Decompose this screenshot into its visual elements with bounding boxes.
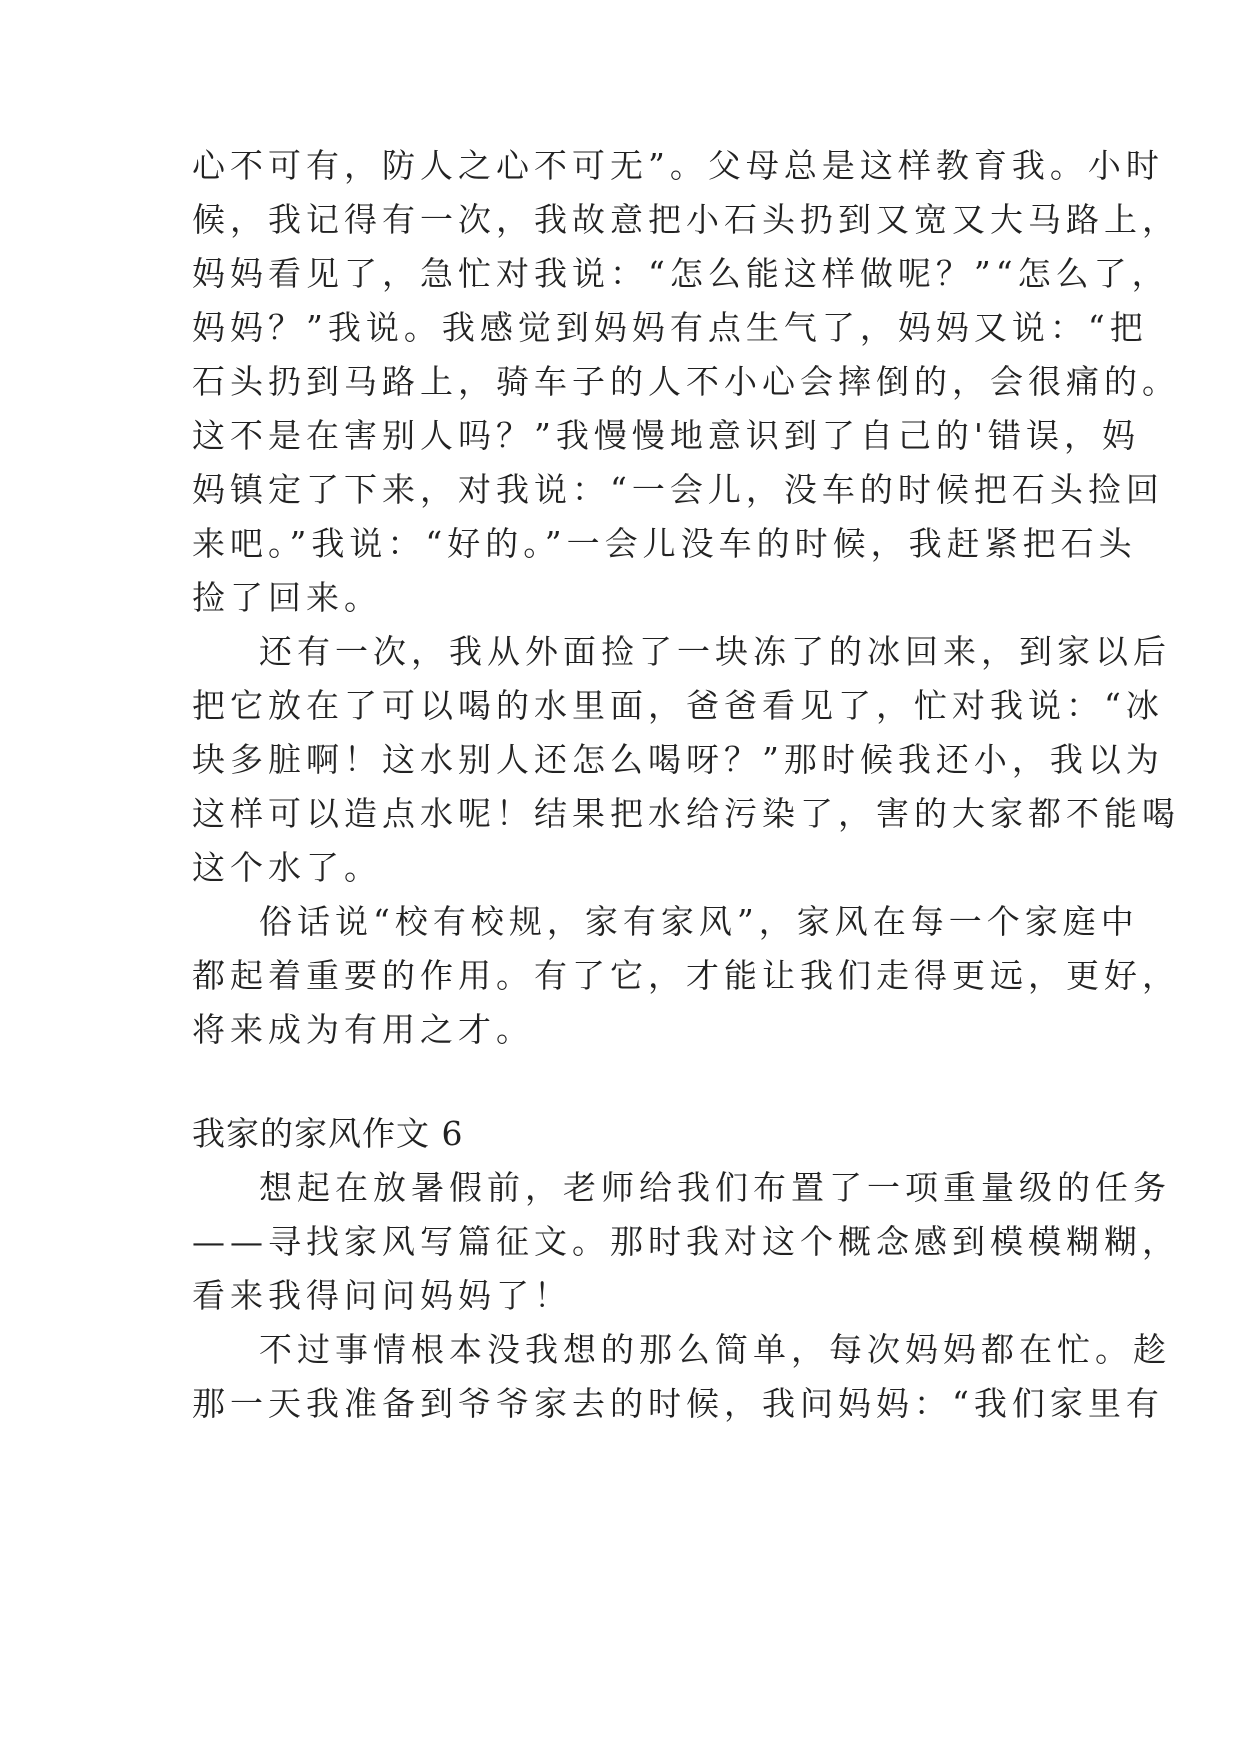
paragraph-3-line-1: 俗话说“校有校规，家有家风”，家风在每一个家庭中	[259, 902, 1139, 941]
section-paragraph-1-line-2: ——寻找家风写篇征文。那时我对这个概念感到模模糊糊，	[192, 1222, 1180, 1261]
paragraph-2-line-2: 把它放在了可以喝的水里面，爸爸看见了，忙对我说：“冰	[192, 686, 1164, 725]
paragraph-1-line-5: 石头扔到马路上，骑车子的人不小心会摔倒的，会很痛的。	[192, 362, 1180, 401]
section-title: 我家的家风作文 6	[192, 1114, 464, 1153]
paragraph-2-line-3: 块多脏啊！这水别人还怎么喝呀？”那时候我还小，我以为	[192, 740, 1164, 779]
section-paragraph-1-line-1: 想起在放暑假前，老师给我们布置了一项重量级的任务	[259, 1168, 1171, 1207]
paragraph-1-line-3: 妈妈看见了，急忙对我说：“怎么能这样做呢？”“怎么了，	[192, 254, 1170, 293]
paragraph-1-line-9: 捡了回来。	[192, 578, 382, 617]
section-paragraph-2-line-2: 那一天我准备到爷爷家去的时候，我问妈妈：“我们家里有	[192, 1384, 1164, 1423]
paragraph-3-line-3: 将来成为有用之才。	[192, 1010, 534, 1049]
paragraph-1-line-4: 妈妈？”我说。我感觉到妈妈有点生气了，妈妈又说：“把	[192, 308, 1148, 347]
paragraph-1-line-2: 候，我记得有一次，我故意把小石头扔到又宽又大马路上，	[192, 200, 1180, 239]
paragraph-2-line-1: 还有一次，我从外面捡了一块冻了的冰回来，到家以后	[259, 632, 1171, 671]
paragraph-1-line-1: 心不可有，防人之心不可无”。父母总是这样教育我。小时	[192, 146, 1164, 185]
section-paragraph-2-line-1: 不过事情根本没我想的那么简单，每次妈妈都在忙。趁	[259, 1330, 1171, 1369]
section-paragraph-1-line-3: 看来我得问问妈妈了！	[192, 1276, 572, 1315]
paragraph-1-line-7: 妈镇定了下来，对我说：“一会儿，没车的时候把石头捡回	[192, 470, 1164, 509]
paragraph-2-line-4: 这样可以造点水呢！结果把水给污染了，害的大家都不能喝	[192, 794, 1180, 833]
paragraph-2-line-5: 这个水了。	[192, 848, 382, 887]
paragraph-3-line-2: 都起着重要的作用。有了它，才能让我们走得更远，更好，	[192, 956, 1180, 995]
paragraph-1-line-8: 来吧。”我说：“好的。”一会儿没车的时候，我赶紧把石头	[192, 524, 1137, 563]
paragraph-1-line-6: 这不是在害别人吗？”我慢慢地意识到了自己的'错误，妈	[192, 416, 1140, 455]
